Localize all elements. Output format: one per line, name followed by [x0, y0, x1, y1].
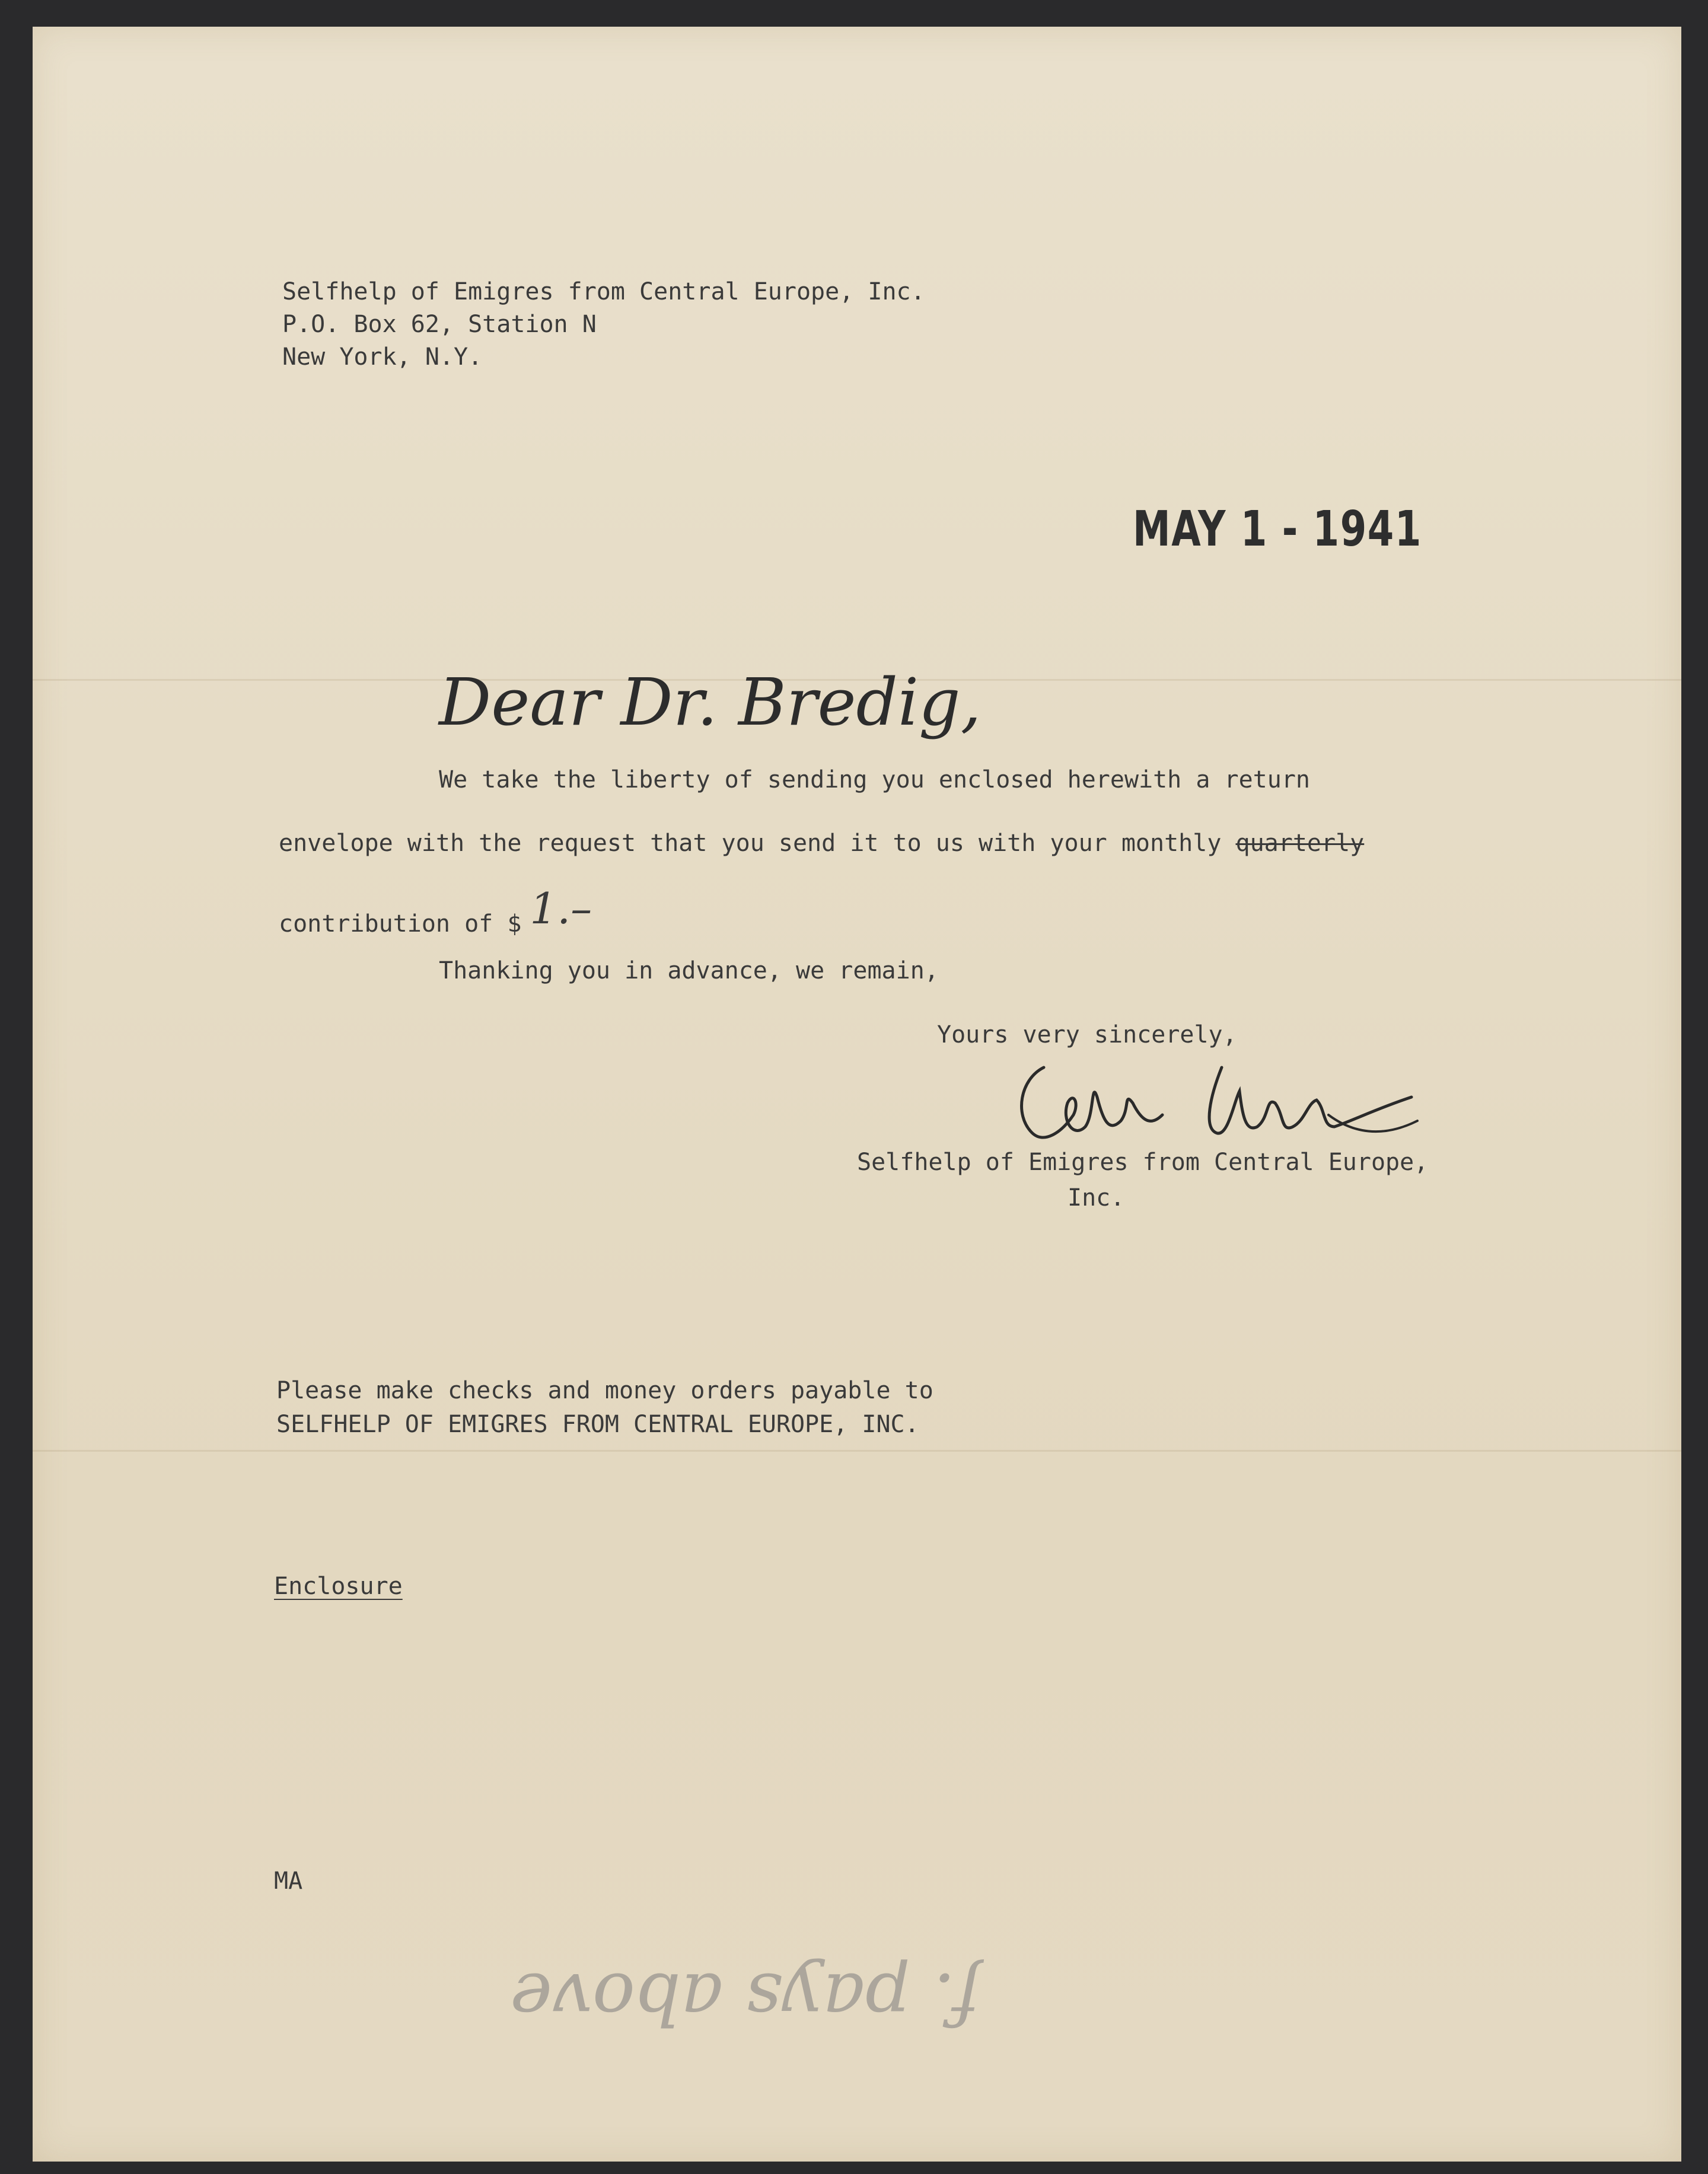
- closing-line: Thanking you in advance, we remain,: [439, 957, 939, 984]
- payment-note-line-1: Please make checks and money orders payable to: [276, 1377, 933, 1404]
- salutation: Dear Dr. Bredig,: [439, 664, 982, 740]
- struck-word: quarterly: [1235, 830, 1365, 857]
- body-line-1: We take the liberty of sending you enclosed herewith a return: [439, 766, 1311, 793]
- letterhead-line-1: Selfhelp of Emigres from Central Europe, Inc.: [282, 278, 925, 305]
- body-line-2-text: envelope with the request that you send it to us with your monthly: [279, 830, 1236, 857]
- letter-sheet: [33, 27, 1681, 2162]
- body-line-3: [279, 884, 592, 938]
- signature-org-line-1: Selfhelp of Emigres from Central Europe,: [857, 1149, 1429, 1176]
- handwritten-amount: 1.–: [530, 884, 592, 933]
- contribution-label: contribution of $: [279, 910, 522, 938]
- pencil-annotation: f. pays above: [510, 1957, 980, 2039]
- letterhead-line-2: P.O. Box 62, Station N: [282, 311, 597, 338]
- signature-org-line-2: Inc.: [1068, 1184, 1125, 1212]
- enclosure-label: Enclosure: [274, 1573, 403, 1600]
- valediction: Yours very sincerely,: [937, 1021, 1237, 1048]
- body-line-2: [279, 831, 1364, 855]
- letterhead-line-3: New York, N.Y.: [282, 343, 483, 371]
- date-stamp: MAY 1 - 1941: [1133, 501, 1422, 557]
- fold-line: [33, 1450, 1681, 1452]
- typist-initials: MA: [274, 1867, 303, 1895]
- payment-note-line-2: SELFHELP OF EMIGRES FROM CENTRAL EUROPE, INC.: [276, 1411, 919, 1438]
